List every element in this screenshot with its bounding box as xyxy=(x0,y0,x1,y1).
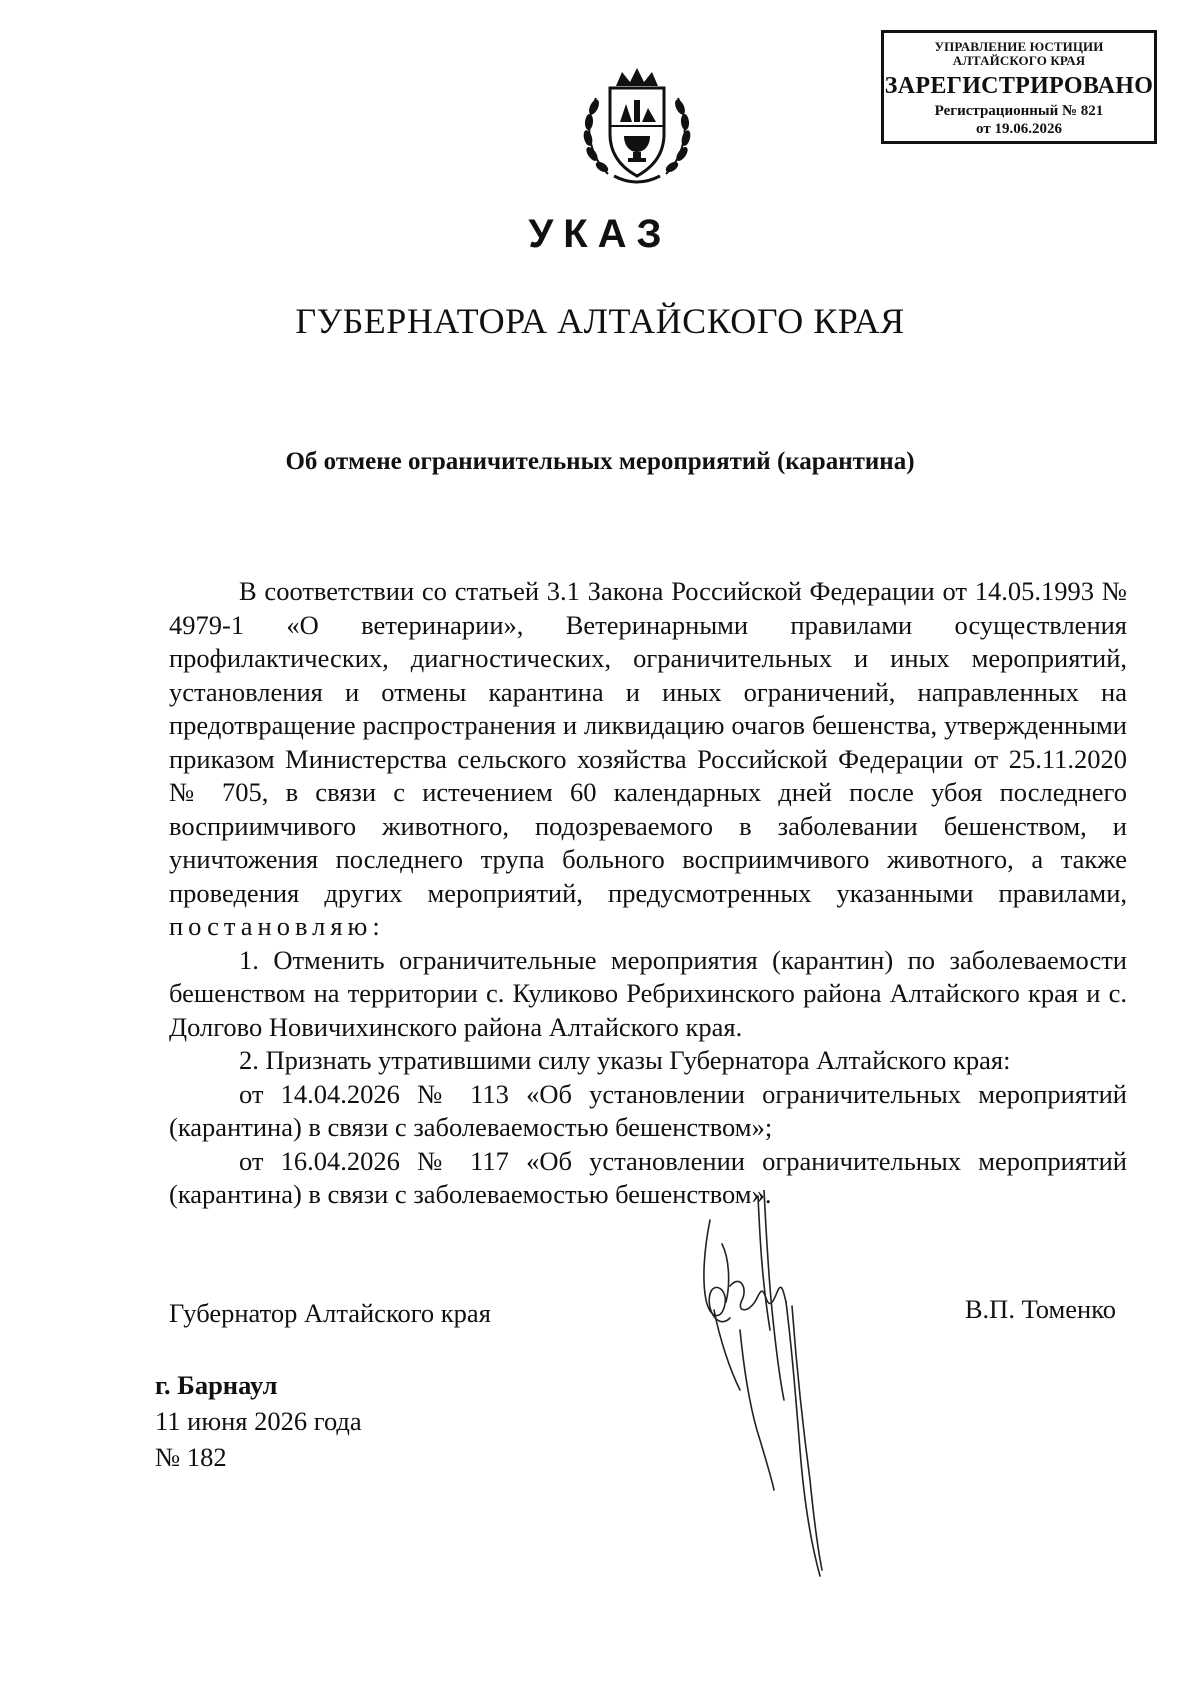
handwritten-signature-icon xyxy=(700,1190,920,1590)
stamp-organization-line1: УПРАВЛЕНИЕ ЮСТИЦИИ xyxy=(934,39,1104,54)
registration-stamp xyxy=(881,30,1157,144)
decree-item-2-subitem-b: от 16.04.2026 № 117 «Об установлении ограничительных мероприятий (карантина) в связи с заболеваемостью бешенством». xyxy=(169,1145,1127,1209)
altai-krai-coat-of-arms-icon xyxy=(578,64,696,192)
document-subject: Об отмене ограничительных мероприятий (карантина) xyxy=(285,448,915,475)
stamp-status: ЗАРЕГИСТРИРОВАНО xyxy=(884,73,1154,99)
stamp-registration-number: Регистрационный № 821 xyxy=(934,103,1104,119)
decree-item-1: 1. Отменить ограничительные мероприятия (карантин) по заболеваемости бешенством на территории с. Куликово Ребрихинского района Алтайского края и с. Долгово Новичихинского района Алтайского края. xyxy=(169,944,1127,1042)
stamp-organization-line2: АЛТАЙСКОГО КРАЯ xyxy=(952,53,1086,68)
issue-city: г. Барнаул xyxy=(155,1370,278,1400)
stamp-registration-date: от 19.06.2026 xyxy=(976,121,1062,137)
stamp-organization xyxy=(884,40,1154,68)
preamble-paragraph xyxy=(169,575,1127,944)
decree-number: № 182 xyxy=(155,1442,227,1472)
document-type: УКАЗ xyxy=(528,212,672,256)
decree-item-2-subitem-a: от 14.04.2026 № 113 «Об установлении ограничительных мероприятий (карантина) в связи с заболеваемостью бешенством»; xyxy=(169,1078,1127,1142)
issue-date: 11 июня 2026 года xyxy=(155,1406,362,1436)
resolve-word: постановляю: xyxy=(169,911,385,941)
document-issuer: ГУБЕРНАТОРА АЛТАЙСКОГО КРАЯ xyxy=(295,301,905,341)
preamble-text: В соответствии со статьей 3.1 Закона Российской Федерации от 14.05.1993 № 4979-1 «О ветеринарии», Ветеринарными правилами осуществления профилактических, диагностических, ограничительных и иных мероприятий, установления и отмены карантина и иных ограничений, направленных на предотвращение распространения и ликвидацию очагов бешенства, утвержденными приказом Министерства сельского хозяйства Российской Федерации от 25.11.2020 № 705, в связи с истечением 60 календарных дней после убоя последнего восприимчивого животного, подозреваемого в заболевании бешенством, и уничтожения последнего трупа больного восприимчивого животного, а также проведения других мероприятий, предусмотренных указанными правилами, xyxy=(169,576,1127,908)
issue-details xyxy=(155,1367,362,1475)
signatory-name: В.П. Томенко xyxy=(964,1294,1116,1324)
signatory-role: Губернатор Алтайского края xyxy=(169,1298,491,1328)
decree-item-2: 2. Признать утратившими силу указы Губернатора Алтайского края: xyxy=(239,1045,1011,1075)
decree-body xyxy=(169,575,1127,1212)
